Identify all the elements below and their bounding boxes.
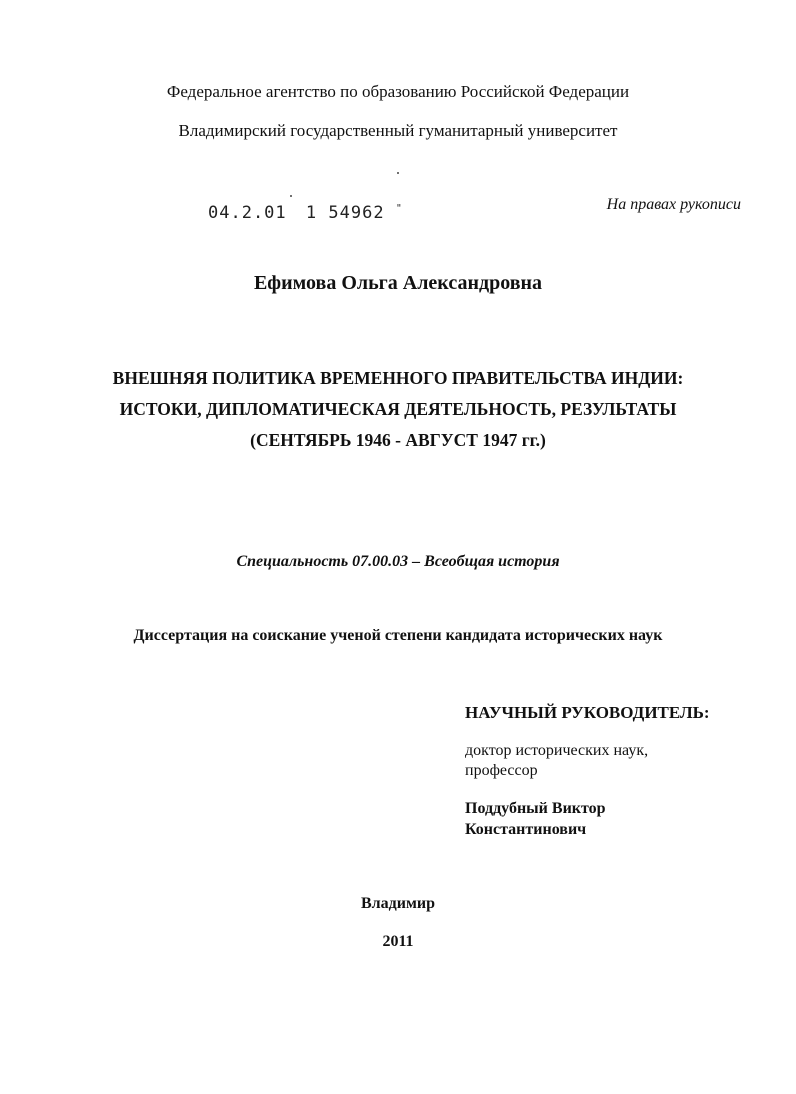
stamp-number: 1 54962 [305,203,385,223]
stamp-code: 04.2.01 [208,203,287,223]
university-name: Владимирский государственный гуманитарный университет [178,121,618,140]
title-line-1: ВНЕШНЯЯ ПОЛИТИКА ВРЕМЕННОГО ПРАВИТЕЛЬСТВА ИНДИИ: [112,368,684,388]
advisor-name-first: Поддубный Виктор [465,800,606,817]
specialty: Специальность 07.00.03 – Всеобщая история [236,553,560,570]
author-name: Ефимова Ольга Александровна [253,272,543,294]
title-line-3: (СЕНТЯБРЬ 1946 - АВГУСТ 1947 гг.) [250,430,546,450]
agency-name: Федеральное агентство по образованию Российской Федерации [166,82,630,101]
advisor-name-patronymic: Константинович [465,821,587,838]
scan-speck [397,172,399,174]
scan-speck [290,195,292,197]
advisor-degree: доктор исторических наук, [465,742,649,759]
archive-stamp [208,203,403,223]
year: 2011 [382,933,414,950]
manuscript-note: На правах рукописи [606,196,741,213]
dissertation-statement: Диссертация на соискание ученой степени кандидата исторических наук [133,627,663,644]
city: Владимир [361,895,435,912]
stamp-mark: " [395,203,403,214]
advisor-heading: НАУЧНЫЙ РУКОВОДИТЕЛЬ: [465,703,710,722]
title-line-2: ИСТОКИ, ДИПЛОМАТИЧЕСКАЯ ДЕЯТЕЛЬНОСТЬ, РЕЗУЛЬТАТЫ [119,399,677,419]
advisor-title: профессор [465,762,538,779]
